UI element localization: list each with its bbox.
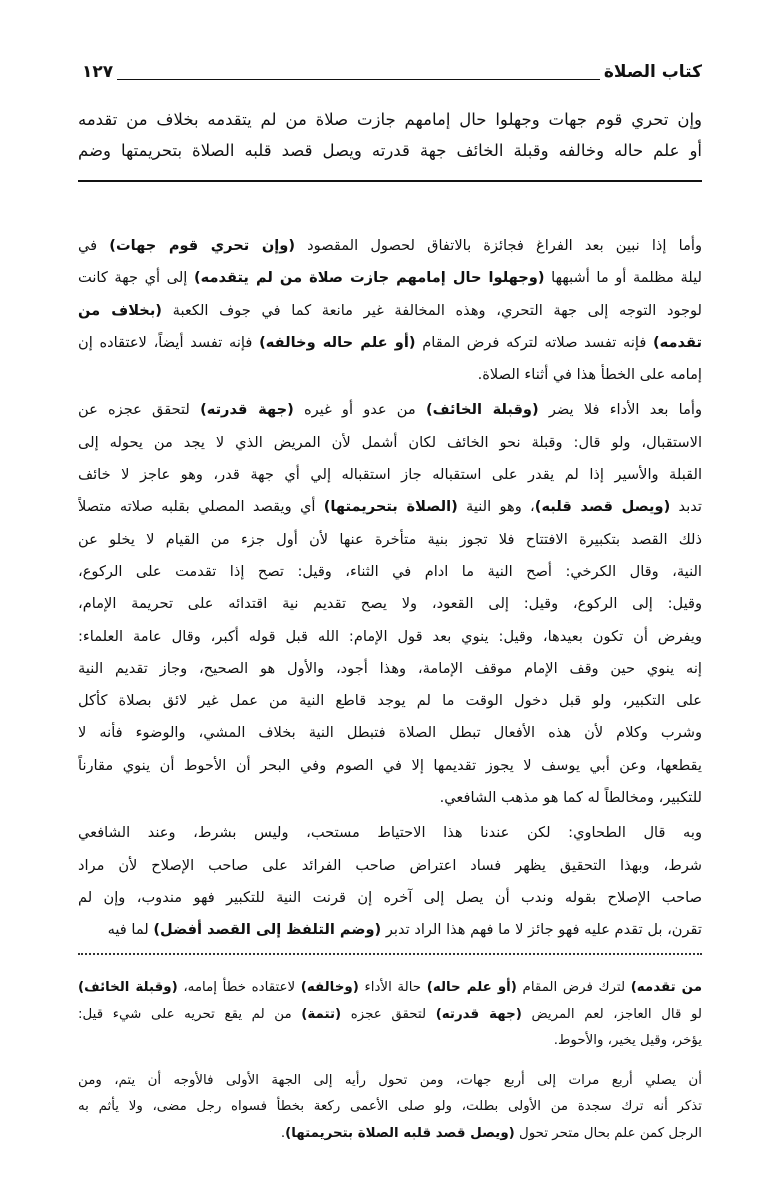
text-segment: يؤخر، وقيل يخير، والأحوط. [553, 1033, 702, 1048]
text-line [78, 394, 702, 426]
text-segment: النية، وقال الكرخي: أصح النية ما ادام في الثناء، وقيل: تصح إذا تقدمت على الركوع، [78, 562, 702, 580]
text-segment: على التكبير، ولو قبل دخول الوقت ما لم يوجد قاطع النية من عمل غير لائق بصلاة كأكل [78, 692, 702, 710]
quoted-matn: (وضم التلفظ إلى القصد أفضل) [153, 921, 382, 939]
quoted-matn: (جهة قدرته) [435, 1006, 522, 1022]
matn-separator [78, 180, 702, 182]
quoted-matn: (ويصل قصد قلبه) [534, 498, 671, 516]
footnote-separator [78, 953, 702, 955]
text-line [78, 685, 702, 717]
text-line [78, 850, 702, 882]
text-segment: الرجل كمن علم بحال متحر تحول [514, 1125, 702, 1141]
text-line [78, 882, 702, 914]
text-line [78, 295, 702, 327]
text-line [78, 588, 702, 620]
text-line [78, 230, 702, 262]
text-segment: حالة الأداء [358, 980, 427, 995]
text-segment: لاعتقاده خطأ إمامه، [177, 980, 301, 995]
text-segment: لما فيه [107, 921, 154, 939]
text-line [78, 491, 702, 523]
text-segment: وأما بعد الأداء فلا يضر [538, 401, 702, 419]
quoted-matn: (الصلاة بتحريمتها) [323, 498, 458, 516]
text-line [78, 782, 702, 814]
text-segment: من لم يقع تحريه على شيء قيل: [78, 1006, 302, 1022]
text-segment: صاحب الإصلاح بقوله وندب أن يصل إلى آخره إن قرنت النية للتكبير فهو مندوب، وإن لم [78, 888, 702, 906]
text-segment: لتحقق عجزه [341, 1006, 436, 1022]
quoted-matn: (تتمة) [301, 1006, 342, 1022]
text-line [78, 459, 702, 491]
text-segment: فإنه تفسد أيضاً، لاعتقاده إن [78, 333, 260, 351]
text-segment: وأما إذا نبين بعد الفراغ فجائزة بالاتفاق لحصول المقصود [295, 237, 702, 254]
text-line [78, 653, 702, 685]
quoted-matn: (وخالفه) [300, 980, 359, 995]
text-segment: ليلة مظلمة أو ما أشبهها [544, 269, 702, 287]
quoted-matn: (ويصل قصد قلبه الصلاة بتحريمتها) [285, 1125, 515, 1141]
text-segment: لوجود التوجه إلى جهة التحري، وهذه المخالفة غير مانعة كما في جوف الكعبة [161, 301, 702, 319]
chapter-title: كتاب الصلاة [600, 62, 702, 82]
text-segment: تدبد [670, 498, 702, 516]
text-line [78, 427, 702, 459]
text-line [78, 104, 702, 135]
text-segment: لتحقق عجزه عن [78, 401, 201, 419]
header-rule [112, 79, 632, 80]
text-segment: للتكبير، ومخالطاً له كما هو مذهب الشافعي. [439, 789, 702, 807]
text-segment: من عدو أو غيره [293, 401, 426, 419]
footnote [78, 975, 702, 1055]
text-segment: تقرن، بل تقدم عليه فهو جائز لا ما فهم هذا الراد تدبر [381, 921, 702, 939]
text-segment: فإنه تفسد صلاته لتركه فرض المقام [415, 333, 653, 351]
matn-text [78, 104, 702, 166]
running-header [82, 62, 702, 88]
text-segment: يقطعها، وعن أبي يوسف لا يجوز تقديمها إلا في الصوم وفي البحر أن الأحوط أن ينوي مقارناً [78, 756, 702, 774]
text-line [78, 1121, 702, 1148]
text-line [78, 817, 702, 849]
text-segment: ذلك القصد بتكبيرة الافتتاح فلا تجوز بنية متأخرة عنها لأن أول جزء من القيام لا يخلو عن [78, 530, 702, 548]
text-line [78, 327, 702, 359]
paragraph [78, 230, 702, 391]
text-segment: شرط، وبهذا التحقيق يظهر فساد اعتراض صاحب الفرائد على صاحب الإصلاح لأن مراد [78, 856, 702, 874]
text-segment: إلى أي جهة كانت [78, 269, 194, 287]
paragraph [78, 817, 702, 946]
text-line [78, 750, 702, 782]
text-segment: ، وهو النية [457, 498, 535, 516]
quoted-matn: (أو علم حاله وخالفه) [259, 333, 416, 351]
text-segment: أن يصلي أربع مرات إلى أربع جهات، ومن تحول رأيه إلى الجهة الأولى فالأوجه أن يتم، ومن [78, 1072, 702, 1088]
paragraph [78, 394, 702, 814]
text-line [78, 1068, 702, 1095]
text-segment: تذكر أنه ترك سجدة من الأولى بطلت، ولو صلى الأعمى ركعة بخطأ فسواه رجل مضى، ولا يأثم به [78, 1099, 702, 1114]
quoted-matn: (وقبلة الخائف) [425, 401, 539, 419]
text-segment: القبلة والأسير إذا لم يقدر على استقباله جاز استقباله إلي أي جهة قدر، وهو عاجز لا خائف [78, 466, 702, 484]
text-line [78, 914, 702, 946]
text-segment: لترك فرض المقام [516, 980, 631, 995]
text-line [78, 975, 702, 1002]
text-line [78, 1028, 702, 1055]
text-line [78, 1002, 702, 1029]
quoted-matn: تقدمه) [653, 333, 702, 351]
quoted-matn: (وقبلة الخائف) [78, 980, 178, 995]
text-segment: . [280, 1125, 286, 1141]
quoted-matn: (وجهلوا حال إمامهم جازت صلاة من لم يتقدمه) [193, 269, 545, 287]
quoted-matn: (جهة قدرته) [200, 401, 294, 419]
footnotes [78, 975, 702, 1160]
text-segment: أي ويقصد المصلي بقلبه صلاته متصلاً [78, 498, 324, 516]
quoted-matn: (بخلاف من [78, 301, 162, 319]
text-segment: وبه قال الطحاوي: لكن عندنا هذا الاحتياط مستحب، وليس بشرط، وعند الشافعي [78, 824, 702, 842]
text-line [78, 135, 702, 166]
text-segment: إمامه على الخطأ هذا في أثناء الصلاة. [477, 366, 702, 384]
commentary-text [78, 230, 702, 950]
text-line [78, 717, 702, 749]
text-line [78, 524, 702, 556]
text-segment: ويفرض أن تكون بعيدها، وقيل: ينوي بعد قول الإمام: الله قبل قوله أكبر، وقال عامة العلماء: [78, 627, 702, 645]
quoted-matn: من تقدمه) [630, 980, 702, 995]
text-segment: وقيل: إلى الركوع، وقيل: إلى القعود، ولا يصح تقديم نية اقتدائه على تحريمة الإمام، [78, 595, 702, 613]
quoted-matn: (أو علم حاله) [426, 980, 517, 995]
text-segment: أو علم حاله وخالفه وقبلة الخائف جهة قدرته ويصل قصد قلبه الصلاة بتحريمتها وضم [78, 141, 702, 160]
footnote [78, 1068, 702, 1148]
text-segment: إنه ينوي حين وقف الإمام موقف الإمامة، وهذا أجود، والأول هو الصحيح، وجاز تقديم النية [78, 659, 702, 677]
text-line [78, 556, 702, 588]
text-segment: في [78, 237, 110, 254]
text-segment: وشرب وكلام لأن هذه الأفعال تبطل الصلاة فتبطل النية بخلاف المشي، والوضوء فأنه لا [78, 724, 702, 742]
text-segment: وإن تحري قوم جهات وجهلوا حال إمامهم جازت صلاة من لم يتقدمه بخلاف من تقدمه [78, 110, 702, 129]
text-segment: لو قال العاجز، لعم المريض [521, 1006, 702, 1022]
text-line [78, 359, 702, 391]
quoted-matn: (وإن تحري قوم جهات) [109, 237, 296, 254]
text-line [78, 621, 702, 653]
text-line [78, 262, 702, 294]
text-line [78, 1094, 702, 1121]
page-number: ١٢٧ [82, 62, 117, 82]
text-segment: الاستقبال، ولو قال: وقبلة نحو الخائف لكان أشمل لأن المريض الذي لا يجد من يحوله إلى [78, 433, 702, 451]
